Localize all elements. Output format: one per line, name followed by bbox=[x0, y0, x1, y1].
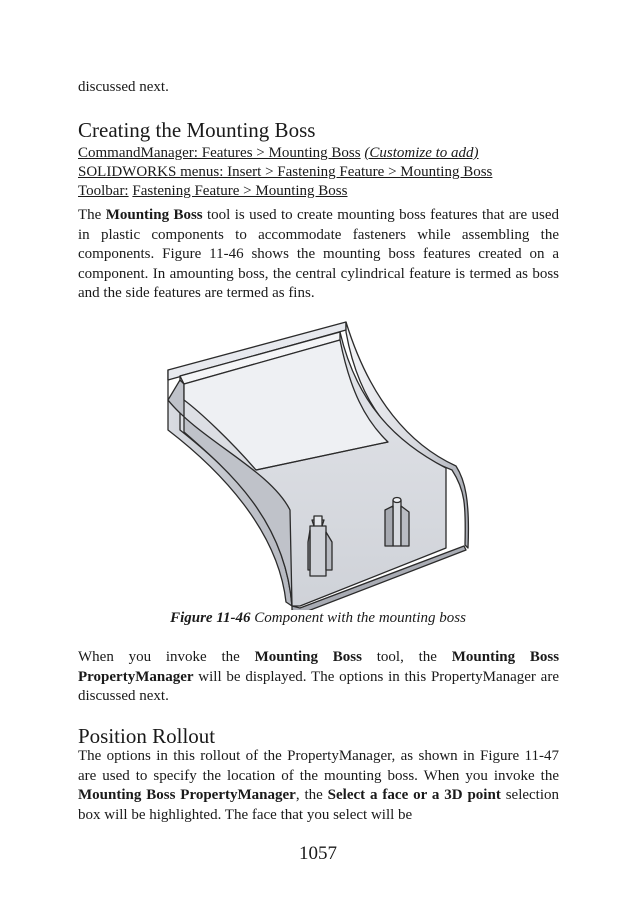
figure-caption-text: Component with the mounting boss bbox=[254, 610, 466, 626]
para-text: The bbox=[78, 207, 102, 223]
para-bold: Mounting Boss bbox=[105, 207, 203, 223]
toolbar-text: Fastening Feature > Mounting Boss bbox=[132, 183, 348, 199]
para-text: The options in this rollout of the PropertyManager, as shown in Figure 11-47 are used to specify the location of the mounting boss. When you invoke the bbox=[78, 748, 559, 784]
section-title-creating-mounting-boss: Creating the Mounting Boss bbox=[78, 118, 316, 142]
para-text: tool, the bbox=[376, 649, 437, 665]
command-manager-text: CommandManager: Features > Mounting Boss bbox=[78, 145, 361, 161]
mounting-boss-figure bbox=[160, 320, 470, 610]
para-text: selection box will be highlighted. The face that you select will be bbox=[78, 787, 560, 823]
menus-text: SOLIDWORKS menus: Insert > Fastening Feature > Mounting Boss bbox=[78, 164, 493, 180]
figure-label: Figure 11-46 bbox=[170, 610, 251, 626]
para-text: , the bbox=[295, 787, 323, 803]
intro-line: discussed next. bbox=[78, 79, 169, 95]
section-title-position-rollout: Position Rollout bbox=[78, 724, 216, 748]
para-bold: Mounting Boss bbox=[254, 649, 362, 665]
figure-caption bbox=[0, 610, 636, 627]
position-rollout-paragraph bbox=[78, 747, 559, 825]
para-bold: Mounting Boss PropertyManager bbox=[78, 649, 560, 685]
menus-path bbox=[78, 163, 559, 183]
para-bold: Mounting Boss PropertyManager bbox=[78, 787, 296, 803]
para-text: will be displayed. The options in this PropertyManager are discussed next. bbox=[78, 668, 559, 704]
toolbar-label: Toolbar: bbox=[78, 183, 129, 199]
command-manager-path bbox=[78, 144, 559, 164]
page-number: 1057 bbox=[299, 843, 337, 864]
invoke-paragraph bbox=[78, 648, 559, 707]
customize-note: (Customize to add) bbox=[364, 145, 479, 161]
para-text: tool is used to create mounting boss features that are used in plastic components to accommodate fasteners while assembling the components. Figure 11-46 shows the mounting boss features created on a component. In amounting boss, the central cylindrical feature is termed as boss and the side features are termed as fins. bbox=[78, 207, 560, 301]
para-text: When you invoke the bbox=[78, 649, 240, 665]
toolbar-path bbox=[78, 182, 559, 202]
para-bold: Select a face or a 3D point bbox=[327, 787, 501, 803]
mounting-boss-description bbox=[78, 206, 559, 304]
